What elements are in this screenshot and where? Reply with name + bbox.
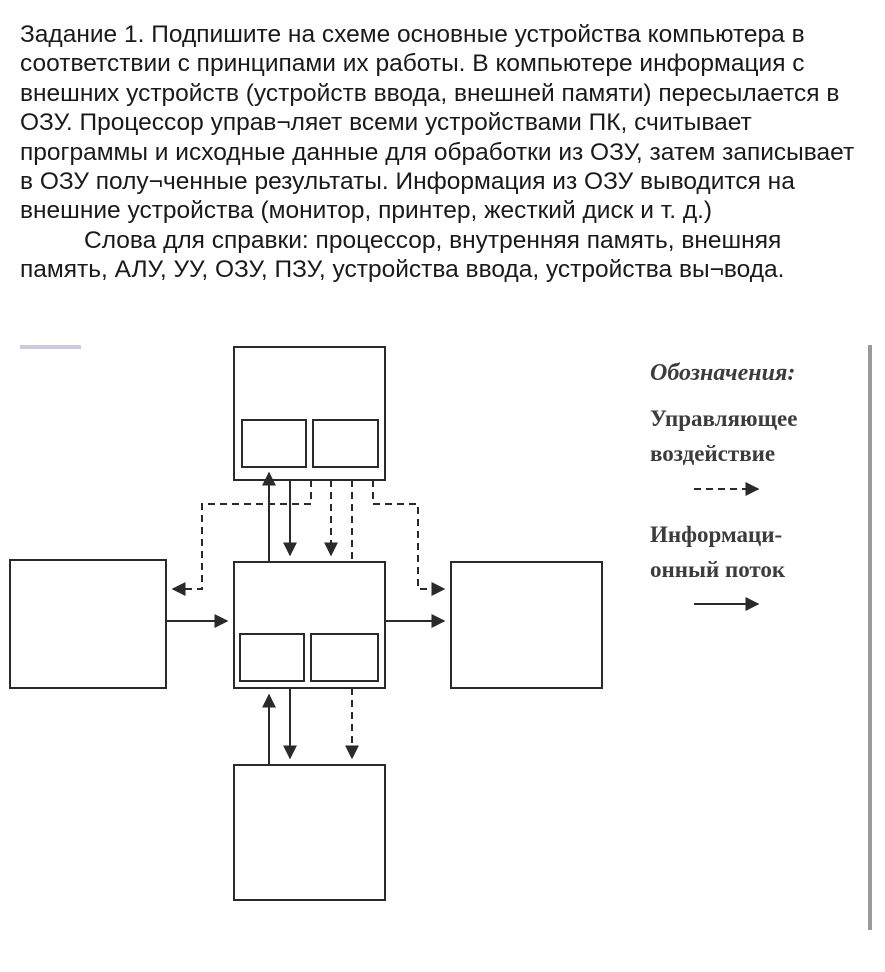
box-bottom — [234, 765, 385, 900]
hint-label: Слова для справки: — [84, 226, 309, 254]
hint-words: процессор, внутренняя память, внешняя память, АЛУ, УУ, ОЗУ, ПЗУ, устройства ввода, устройства вы¬вода. — [20, 226, 785, 284]
box-center-cell-right — [311, 634, 378, 681]
computer-structure-diagram — [0, 330, 885, 972]
box-center — [234, 562, 385, 688]
edge-bar — [868, 345, 872, 930]
task-title: Задание 1. — [20, 21, 145, 48]
accent-bar — [20, 345, 81, 349]
task-description: Подпишите на схеме основные устройства компьютера в соответствии с принципами их работы. В компьютере информация с внешних устройств (устройств ввода, внешней памяти) пересылается в ОЗУ. Процессор управ¬ляет всеми устройствами ПК, считывает программы и исходные данные для обработки из ОЗУ, затем записывает в ОЗУ полу¬ченные результаты. Информация из ОЗУ выводится на внешние устройства (монитор, принтер, жесткий диск и т. д.) — [20, 21, 855, 225]
legend-info-line1: Информаци- — [650, 522, 783, 547]
box-left — [10, 560, 166, 688]
hint-paragraph — [20, 226, 870, 285]
legend-control-line2: воздействие — [650, 441, 776, 466]
box-center-cell-left — [240, 634, 304, 681]
box-top — [234, 347, 385, 480]
task-text — [20, 20, 870, 285]
task-paragraph — [20, 20, 870, 226]
legend-info-line2: онный поток — [650, 557, 786, 582]
legend-title: Обозначения: — [650, 360, 796, 386]
box-top-cell-right — [313, 420, 378, 467]
legend-control-line1: Управляющее — [650, 406, 798, 431]
control-top-to-right — [373, 480, 444, 589]
box-right — [451, 562, 602, 688]
box-top-cell-left — [242, 420, 306, 467]
